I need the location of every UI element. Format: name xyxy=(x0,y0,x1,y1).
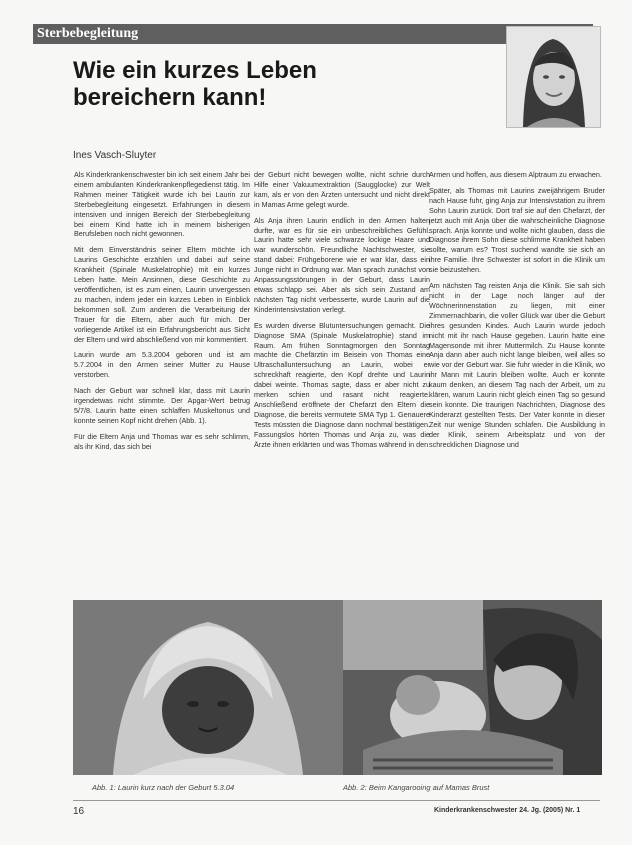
photo-caption-1: Abb. 1: Laurin kurz nach der Geburt 5.3.04 xyxy=(92,783,235,792)
paragraph: Mit dem Einverständnis seiner Eltern möchte ich Laurins Geschichte erzählen und dabei auf seine Krankheit (Spinale Muskelatrophie) mit ein kurzes Leben hatte. Mein Ansinnen, diese Geschichte zu veröffentlichen, ist es zum einen, Laurin unvergessen zu machen, indem jeder ein kurzes Leben in Einblick bekommen soll. Zum anderen die Verarbeitung der Trauer für die Eltern, aber auch für mich. Der vorliegende Artikel ist ein Erfahrungsbericht aus Sicht der Eltern und wird abschließend von mir kommentiert. xyxy=(74,245,250,344)
author-portrait-image xyxy=(507,27,600,127)
paragraph: Am nächsten Tag reisten Anja die Klinik. Sie sah sich nicht in der Lage noch länger auf der Wöchnerinnenstation zu liegen, mit einer Zimmernachbarin, die voller Glück war über die Geburt ihres gesunden Kindes. Auch Laurin wurde jedoch nicht mit ihr nach Hause gegeben. Laurin hatte eine Magensonde mit ihrer Muttermilch. Zu Hause konnte Anja dann aber auch nicht lange bleiben, weil alles so wie vor der Geburt war. Sie fuhr wieder in die Klinik, wo ihr Mann mit Laurin bleiben wollte. Auch er konnte kaum denken, an diesem Tag nach der Arbeit, um zu klären, warum Laurin nicht gleich einen Tag so gesund sein konnte. Die traurigen Nachrichten, Diagnose des Kinderarzt gestellten Tests. Der Vater konnte in dieser Zeit nur wenige Stunden schlafen. Die Ausbildung in der Klinik, seinem Arbeitsplatz und von der schrecklichen Diagnose und xyxy=(429,281,605,449)
paragraph: Laurin wurde am 5.3.2004 geboren und ist am 5.7.2004 in den Armen seiner Mutter zu Hause verstorben. xyxy=(74,350,250,380)
text-column-1 xyxy=(74,170,250,580)
photo-caption-2: Abb. 2: Beim Kangarooing auf Mamas Brust xyxy=(343,783,490,792)
paragraph: Als Anja ihren Laurin endlich in den Armen halten durfte, war es für sie ein unbeschreibliches Gefühl. Laurin hatte sehr viele schwarze lockige Haare und war wunderschön. Freundliche Nachtschwester, sie stand dabei: Frühgeborene wie er war klar, dass ein Junge nicht in Ordnung war. Man sprach zunächst von Anpassungsstörungen in der Geburt, dass Laurin etwas schlapp sei. Aber als sich sein Zustand am nächsten Tag nicht verbesserte, wurde Laurin auf die Kinderintensivstation verlegt. xyxy=(254,215,430,314)
text-column-3 xyxy=(429,170,605,628)
article-headline: Wie ein kurzes Leben bereichern kann! xyxy=(73,57,317,111)
photo-kangarooing-image xyxy=(343,600,602,775)
paragraph: Nach der Geburt war schnell klar, dass mit Laurin irgendetwas nicht stimmte. Der Apgar-Wert betrug 5/7/8. Laurin hatte einen schlaffen Muskeltonus und konnte seinen Kopf nicht drehen (Abb. 1). xyxy=(74,386,250,425)
paragraph: Armen und hoffen, aus diesem Alptraum zu erwachen. xyxy=(429,170,602,179)
paragraph: Als Kinderkrankenschwester bin ich seit einem Jahr bei einem ambulanten Kinderkrankenpflegedienst tätig. Im Rahmen meiner Tätigkeit wurde ich bei Laurin zur Sterbebegleitung eingesetzt. Erfahrungen in diesem intensiven und innigen Bereich der Sterbebegleitung bei einem Kind hatte ich in meinem bisherigen Berufsleben noch nicht gewonnen. xyxy=(74,170,250,239)
section-label: Sterbebegleitung xyxy=(37,26,139,41)
author-portrait xyxy=(506,26,601,128)
photo-newborn xyxy=(73,600,343,775)
page-number: 16 xyxy=(73,806,85,817)
footer-divider xyxy=(73,800,600,801)
paragraph: der Geburt nicht bewegen wollte, nicht schrie durch Hilfe einer Vakuumextraktion (Saugglocke) zur Welt kam, als er von den Ärzten untersucht und nicht direkt in Mamas Arme gelegt wurde. xyxy=(254,170,430,209)
paragraph: Für die Eltern Anja und Thomas war es sehr schlimm, als ihr Kind, das sich bei xyxy=(74,431,250,451)
photo-newborn-image xyxy=(73,600,343,775)
text-column-2 xyxy=(254,170,430,580)
paragraph: Später, als Thomas mit Laurins zweijährigem Bruder nach Hause fuhr, ging Anja zur Intensivstation zu ihrem Sohn Laurin zurück. Dort traf sie auf den Chefarzt, der jetzt auch mit Anja über die wahrscheinliche Diagnose sprach. Anja konnte und wollte nicht glauben, dass die Diagnose ihrem Sohn diese schlimme Krankheit haben sollte, warum es? Trost suchend wandte sie sich an ihre Familie. Ihre Schwester ist sofort in die Klinik um sie beizustehen. xyxy=(429,185,605,275)
photo-kangarooing xyxy=(343,600,602,775)
journal-footer: Kinderkrankenschwester 24. Jg. (2005) Nr. 1 xyxy=(434,807,581,814)
paragraph: Es wurden diverse Blutuntersuchungen gemacht. Die Diagnose SMA (Spinale Muskelatrophie) stand im Raum. Am frühen Sonntagmorgen den Sonntag machte die Chefärztin im Beisein von Thomas eine Ultraschalluntersuchung an Laurin, wobei er schreckhaft reagierte, den Kopf drehte und Laurin dabei weinte. Thomas sagte, dass er aber nicht zu merken schien und rasant nicht reagierte. Anschließend eröffnete der Chefarzt den Eltern die Diagnose, die bereits vermutete SMA Typ 1. Genauere Tests müssten die Diagnose dann nochmal bestätigen. Fassungslos hörten Thomas und Anja zu, was die Ärzte ihnen erklärten und was Thomas während in den xyxy=(254,320,430,449)
author-name: Ines Vasch-Sluyter xyxy=(73,150,157,161)
